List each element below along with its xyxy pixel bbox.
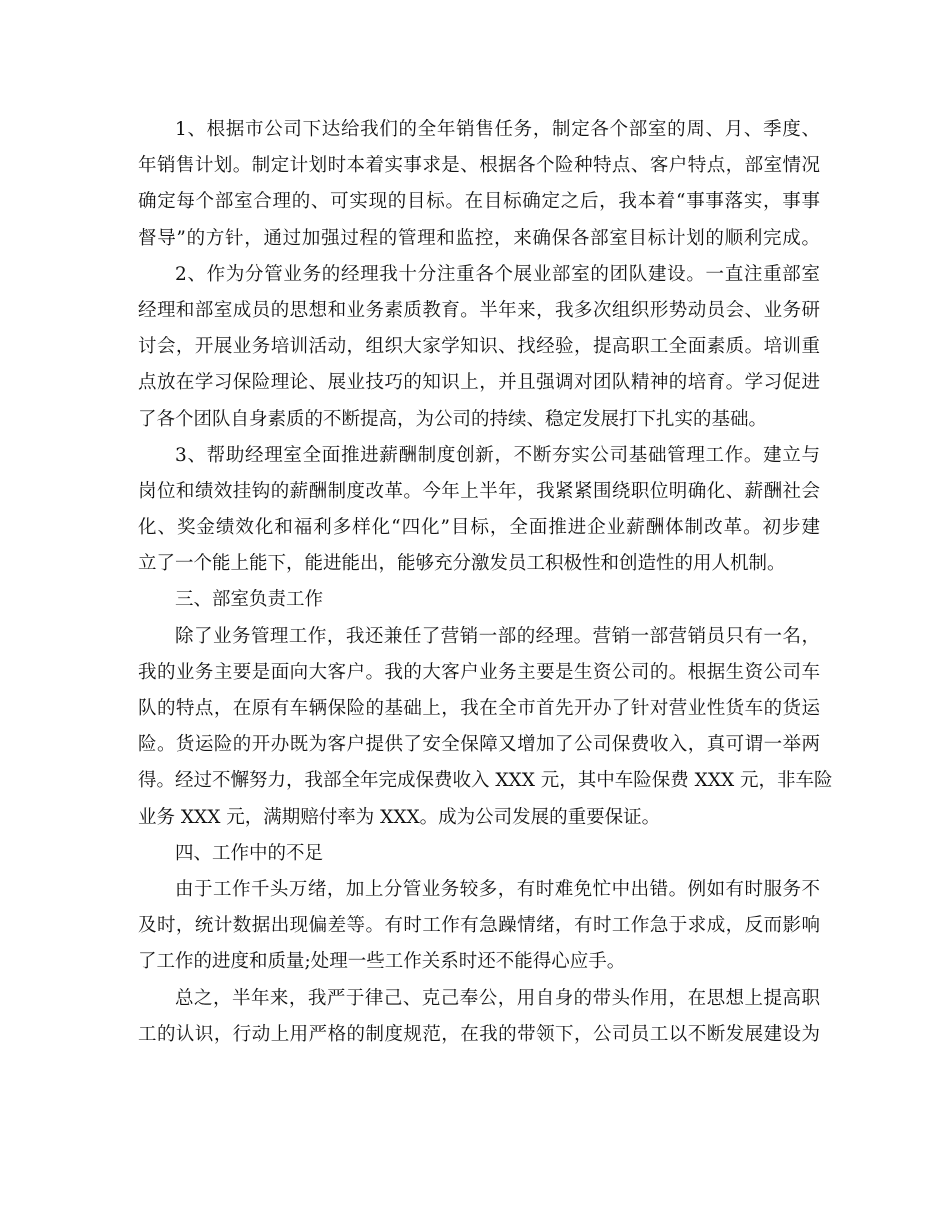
text-line: 由于工作千头万绪，加上分管业务较多，有时难免忙中出错。例如有时服务不	[175, 878, 820, 900]
text-line: 年销售计划。制定计划时本着实事求是、根据各个险种特点、客户特点，部室情况	[138, 155, 820, 177]
text-line: 了工作的进度和质量;处理一些工作关系时还不能得心应手。	[138, 951, 626, 973]
text-line: 工的认识，行动上用严格的制度规范，在我的带领下，公司员工以不断发展建设为	[138, 1023, 820, 1045]
text-line: 得。经过不懈努力，我部全年完成保费收入 XXX 元，其中车险保费 XXX 元，非车险	[138, 770, 833, 792]
document-body	[138, 112, 833, 1053]
section-heading-department-work	[138, 582, 820, 618]
text-line: 立了一个能上能下，能进能出，能够充分激发员工积极性和创造性的用人机制。	[138, 553, 786, 575]
text-line: 点放在学习保险理论、展业技巧的知识上，并且强调对团队精神的培育。学习促进	[138, 372, 820, 394]
paragraph-department-work	[138, 619, 833, 836]
text-line: 险。货运险的开办既为客户提供了安全保障又增加了公司保费收入，真可谓一举两	[138, 734, 820, 756]
text-line: 讨会，开展业务培训活动，组织大家学知识、找经验，提高职工全面素质。培训重	[138, 336, 820, 358]
paragraph-salary-reform	[138, 438, 820, 583]
text-line: 化、奖金绩效化和福利多样化“四化”目标，全面推进企业薪酬体制改革。初步建	[138, 517, 820, 539]
paragraph-summary	[138, 981, 820, 1053]
text-line: 总之，半年来，我严于律己、克己奉公，用自身的带头作用，在思想上提高职	[175, 987, 820, 1009]
text-line: 队的特点，在原有车辆保险的基础上，我在全市首先开办了针对营业性货车的货运	[138, 698, 820, 719]
text-line: 了各个团队自身素质的不断提高，为公司的持续、稳定发展打下扎实的基础。	[138, 408, 768, 430]
text-line: 3、帮助经理室全面推进薪酬制度创新，不断夯实公司基础管理工作。建立与	[175, 444, 820, 466]
text-line: 督导”的方针，通过加强过程的管理和监控，来确保各部室目标计划的顺利完成。	[138, 227, 820, 249]
text-line: 确定每个部室合理的、可实现的目标。在目标确定之后，我本着“事事落实，事事	[138, 191, 820, 213]
section-heading: 三、部室负责工作	[175, 589, 324, 611]
paragraph-team-building	[138, 257, 820, 438]
text-line: 2、作为分管业务的经理我十分注重各个展业部室的团队建设。一直注重部室	[175, 263, 820, 285]
text-line: 业务 XXX 元，满期赔付率为 XXX。成为公司发展的重要保证。	[138, 806, 661, 828]
text-line: 我的业务主要是面向大客户。我的大客户业务主要是生资公司的。根据生资公司车	[138, 661, 820, 683]
text-line: 经理和部室成员的思想和业务素质教育。半年来，我多次组织形势动员会、业务研	[138, 299, 820, 321]
paragraph-sales-plan	[138, 112, 820, 257]
section-heading: 四、工作中的不足	[175, 842, 324, 864]
text-line: 及时，统计数据出现偏差等。有时工作有急躁情绪，有时工作急于求成，反而影响	[138, 915, 820, 937]
text-line: 1、根据市公司下达给我们的全年销售任务，制定各个部室的周、月、季度、	[175, 119, 820, 140]
text-line: 岗位和绩效挂钩的薪酬制度改革。今年上半年，我紧紧围绕职位明确化、薪酬社会	[138, 480, 820, 502]
paragraph-shortcomings	[138, 872, 820, 981]
section-heading-shortcomings	[138, 836, 820, 872]
text-line: 除了业务管理工作，我还兼任了营销一部的经理。营销一部营销员只有一名，	[175, 625, 820, 647]
